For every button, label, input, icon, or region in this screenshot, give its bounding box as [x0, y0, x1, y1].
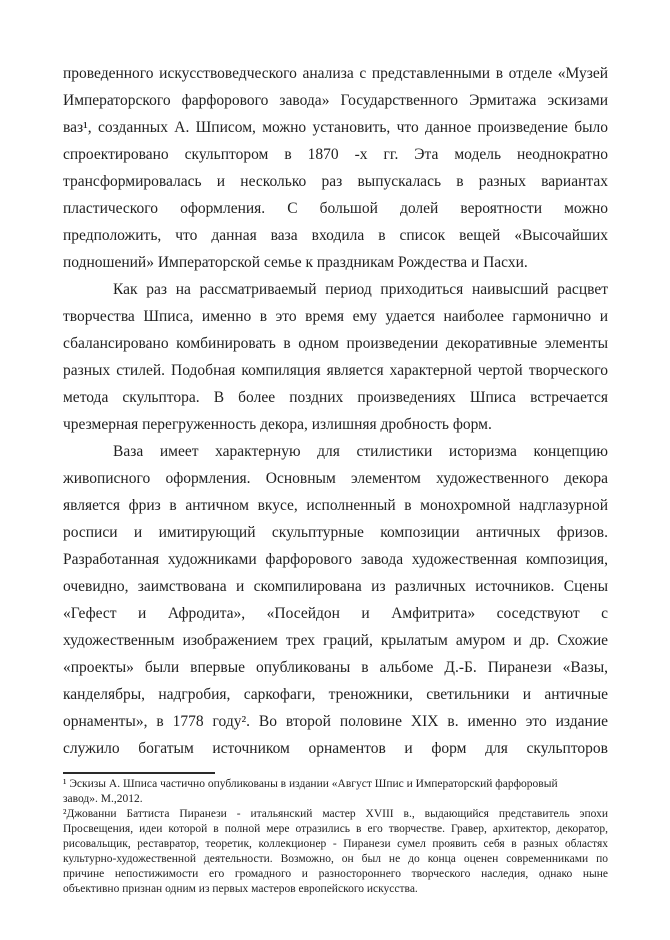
text-line: очевидно, заимствована и скомпилирована из различных источников. Сцены — [63, 578, 608, 595]
text-line: подношений» Императорской семье к праздникам Рождества и Пасхи. — [63, 254, 528, 271]
text-line: канделябры, надгробия, саркофаги, треножники, светильники и античные — [63, 686, 608, 703]
paragraph — [63, 438, 608, 762]
text-line: Разработанная художниками фарфорового завода художественная композиция, — [63, 551, 608, 568]
text-line: художественным изображением трех граций, крылатым амуром и др. Схожие — [63, 632, 608, 649]
footnote-line: завод». М.,2012. — [63, 793, 143, 805]
footnotes — [63, 777, 608, 897]
text-line: творчества Шписа, именно в это время ему удается наиболее гармонично и — [63, 308, 608, 325]
text-line: Императорского фарфорового завода» Государственного Эрмитажа эскизами — [63, 92, 608, 109]
footnote-line: рисовальщик, реставратор, теоретик, коллекционер - Пиранези сумел проявить себя в разных областях — [63, 838, 608, 850]
footnote — [63, 807, 608, 897]
paragraph — [63, 276, 608, 438]
text-line: орнаменты», в 1778 году². Во второй половине XIX в. именно это издание — [63, 713, 608, 730]
text-line: пластического оформления. С большой долей вероятности можно — [63, 200, 608, 217]
footnote-line: культурно-художественной деятельности. Возможно, он был не до конца оценен современниками по — [63, 853, 608, 865]
footnote-separator — [63, 772, 215, 774]
footnote-line: ¹ Эскизы А. Шписа частично опубликованы в издании «Август Шпис и Императорский фарфоровый — [63, 778, 558, 790]
text-line: живописного оформления. Основным элементом художественного декора — [63, 470, 608, 487]
text-line: служило богатым источником орнаментов и форм для скульпторов — [63, 740, 608, 757]
footnote-line: причине непостижимости его громадного и разностороннего творческого наследия, однако ныне — [63, 868, 608, 880]
text-line: Как раз на рассматриваемый период приходиться наивысший расцвет — [113, 281, 608, 298]
footnote-line: объективно признан одним из первых мастеров европейского искусства. — [63, 883, 418, 895]
text-line: проведенного искусствоведческого анализа с представленными в отделе «Музей — [63, 65, 608, 82]
paragraph — [63, 60, 608, 276]
text-line: ваз¹, созданных А. Шписом, можно установить, что данное произведение было — [63, 119, 608, 136]
footnote — [63, 777, 608, 807]
footnote-line: ²Джованни Баттиста Пиранези - итальянский мастер XVIII в., выдающийся представитель эпохи — [63, 808, 608, 820]
text-line: «Гефест и Афродита», «Посейдон и Амфитрита» соседствуют с — [63, 605, 608, 622]
text-line: разных стилей. Подобная компиляция является характерной чертой творческого — [63, 362, 608, 379]
footnote-line: Просвещения, идеи которой в полной мере отразились в его творчестве. Гравер, архитектор, декоратор, — [63, 823, 608, 835]
text-line: является фриз в античном вкусе, исполненный в монохромной надглазурной — [63, 497, 608, 514]
text-line: чрезмерная перегруженность декора, излишняя дробность форм. — [63, 416, 492, 433]
text-line: росписи и имитирующий скульптурные композиции античных фризов. — [63, 524, 608, 541]
text-line: предположить, что данная ваза входила в список вещей «Высочайших — [63, 227, 608, 244]
text-line: сбалансировано комбинировать в одном произведении декоративные элементы — [63, 335, 608, 352]
text-line: Ваза имеет характерную для стилистики историзма концепцию — [113, 443, 608, 460]
text-line: спроектировано скульптором в 1870 -х гг. Эта модель неоднократно — [63, 146, 608, 163]
text-line: трансформировалась и несколько раз выпускалась в разных вариантах — [63, 173, 608, 190]
text-line: «проекты» были впервые опубликованы в альбоме Д.-Б. Пиранези «Вазы, — [63, 659, 608, 676]
body-text — [63, 60, 608, 762]
text-line: метода скульптора. В более поздних произведениях Шписа встречается — [63, 389, 608, 406]
